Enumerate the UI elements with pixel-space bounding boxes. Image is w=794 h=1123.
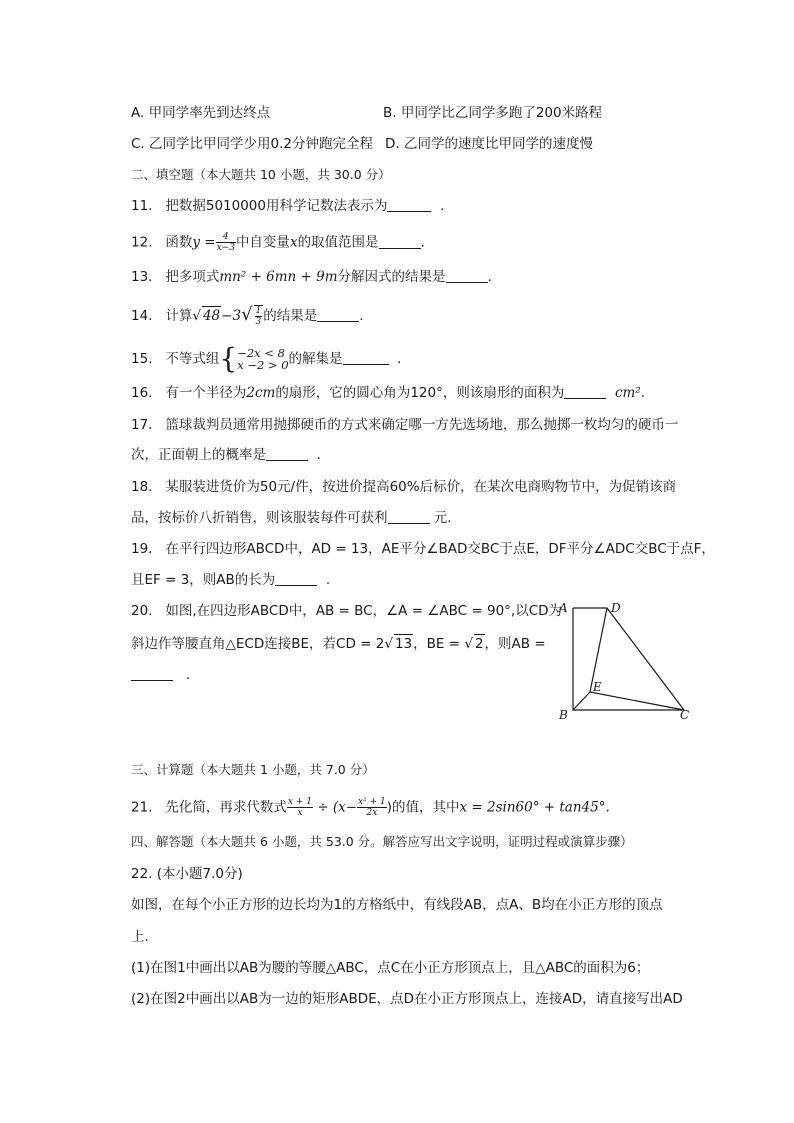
question-11 [131,197,444,215]
q19-number: 19. [131,541,153,557]
q21-f2-num: x² + 1 [358,797,386,807]
q22-line1: 如图，在每个小正方形的边长均为1的方格纸中，有线段AB，点A、B均在小正方形的顶点 [131,897,663,913]
question-13 [131,268,492,286]
q13-number: 13. [131,269,153,285]
q16-radius: 2cm [246,385,276,401]
option-d: D. 乙同学的速度比甲同学的速度慢 [385,136,593,152]
q22-head: 22. (本小题7.0分) [131,866,243,882]
q13-pre: 把多项式 [165,269,220,285]
radical-icon: √ [241,304,253,325]
section-title-answer: 四、解答题（本大题共 6 小题，共 53.0 分。解答应写出文字说明，证明过程或演算步骤） [131,834,633,849]
question-20-line3 [131,666,190,684]
answer-blank[interactable] [388,509,430,524]
radical-icon: √ [464,636,473,652]
q18-line1: 某服装进货价为50元/件，按进价提高60%后标价，在某次电商购物节中，为促销该商 [165,479,677,495]
q21-f2-den: 2x [366,808,378,818]
q13-expr: mn² + 6mn + 9m [219,269,338,285]
q19-end: . [325,572,331,588]
q18-line2: 品，按标价八折销售，则该服装每件可获利 [131,510,388,526]
q20-rad13: 13 [394,636,413,652]
question-18-line1 [131,478,676,496]
q21-number: 21. [131,799,153,816]
q12-number: 12. [131,234,153,251]
q14-frac-den: 3 [255,317,262,327]
q12-var: x [289,234,298,251]
q20-line1: 如图,在四边形ABCD中，AB = BC，∠A = ∠ABC = 90°,以CD为 [165,603,563,619]
answer-blank[interactable] [317,307,359,322]
answer-blank[interactable] [275,571,317,586]
answer-blank[interactable] [379,234,421,249]
quadrilateral-figure [556,598,706,724]
q11-text: 把数据5010000用科学记数法表示为 [165,198,388,214]
q20-rad2: 2 [474,636,484,652]
q22-part2: (2)在图2中画出以AB为一边的矩形ABDE，点D在小正方形顶点上，连接AD，请直接写出AD [131,991,683,1007]
q15-system [237,347,288,371]
q16-unit: cm² [614,385,641,401]
label-e: E [593,680,602,694]
q12-frac-num: 4 [216,232,236,243]
q16-number: 16. [131,385,153,401]
question-15 [131,342,402,375]
q14-radicand: 48 [202,308,221,324]
q12-frac-den: x−3 [216,243,235,253]
answer-blank[interactable] [387,197,431,212]
q12-fraction [216,232,236,253]
question-20-line2 [131,634,546,653]
q14-frac-num: 1 [255,306,262,316]
answer-blank[interactable] [446,268,488,283]
q15-pre: 不等式组 [165,351,220,367]
q17-number: 17. [131,417,153,433]
q11-number: 11. [131,198,153,214]
q21-cond: x = 2sin60° + tan45°. [459,799,610,816]
answer-blank[interactable] [343,350,389,365]
q12-post2: 的取值范围是 [297,234,379,251]
q21-div: ÷ (x− [312,799,358,816]
question-19-line2 [131,571,330,589]
q20-line2-post: ，则AB = [484,636,546,652]
q20-end: . [185,667,191,683]
section-title-calc: 三、计算题（本大题共 1 小题，共 7.0 分） [131,762,375,777]
question-17-line1 [131,416,678,434]
radical-icon: √ [384,636,393,652]
q15-post: 的解集是 [288,351,343,367]
option-b: B. 甲同学比乙同学多跑了200米路程 [383,105,603,121]
q14-pre: 计算 [165,308,193,324]
label-c: C [680,708,690,722]
q21-f1-num: x + 1 [287,797,312,807]
q13-end: . [487,269,492,285]
q16-angle: 120° [410,385,443,401]
q11-end: . [440,198,445,214]
q12-pre: 函数 [165,234,193,251]
figure-outline [573,608,684,710]
q14-post: 的结果是 [263,308,318,324]
answer-blank[interactable] [564,384,606,399]
answer-blank[interactable] [266,446,308,461]
q18-number: 18. [131,479,153,495]
radical-icon: √ [192,308,201,324]
q12-end: . [420,234,425,251]
q17-end: . [316,447,321,463]
q21-pre: 先化简，再求代数式 [165,799,287,816]
q22-line2: 上． [131,929,158,945]
q15-row1: −2x < 8 [237,346,285,360]
q20-number: 20. [131,603,153,619]
q17-line1: 篮球裁判员通常用抛掷硬币的方式来确定哪一方先选场地，那么抛掷一枚均匀的硬币一 [165,417,679,433]
segment-ec [590,692,684,710]
q14-number: 14. [131,308,153,324]
q14-mid: −3 [221,308,242,324]
section-title-fill-in: 二、填空题（本大题共 10 小题，共 30.0 分） [131,167,391,182]
q14-fraction [254,305,264,327]
q15-row2: x −2 > 0 [237,358,289,372]
q13-post: 分解因式的结果是 [337,269,446,285]
q20-line2-pre: 斜边作等腰直角△ECD连接BE，若CD = 2 [131,636,385,652]
option-a: A. 甲同学率先到达终点 [131,105,271,121]
brace-icon: { [219,342,238,375]
q12-y: y = [192,234,216,251]
label-d: D [611,601,621,615]
q22-part1: (1)在图1中画出以AB为腰的等腰△ABC，点C在小正方形顶点上，且△ABC的面积为6； [131,960,650,976]
q21-frac2 [357,797,387,818]
option-c: C. 乙同学比甲同学少用0.2分钟跑完全程 [131,136,373,152]
q15-end: . [397,351,402,367]
q17-line2: 次，正面朝上的概率是 [131,447,266,463]
q16-post: ，则该扇形的面积为 [442,385,565,401]
q21-f1-den: x [297,808,303,818]
q19-line1: 在平行四边形ABCD中，AD = 13，AE平分∠BAD交BC于点E，DF平分∠ADC交BC于点F， [165,541,715,557]
q16-pre: 有一个半径为 [165,385,247,401]
answer-blank[interactable] [131,666,173,681]
q16-end: . [640,385,646,401]
q15-number: 15. [131,351,153,367]
question-12 [131,232,425,253]
q19-line2: 且EF = 3，则AB的长为 [131,572,276,588]
question-18-line2 [131,509,452,527]
q21-post: )的值，其中 [386,799,460,816]
q14-end: . [359,308,364,324]
label-a: A [559,601,568,615]
q16-mid: 的扇形，它的圆心角为 [275,385,411,401]
question-17-line2 [131,446,321,464]
segment-be [573,692,590,710]
question-19-line1 [131,540,715,558]
q20-line2-mid: ，BE = [413,636,465,652]
question-20-line1 [131,602,562,620]
question-14 [131,305,364,327]
q18-end: 元. [433,510,452,526]
question-16 [131,384,645,402]
label-b: B [559,708,568,722]
question-21 [131,797,610,818]
q21-frac1 [287,797,313,818]
q12-post: 中自变量 [235,234,290,251]
